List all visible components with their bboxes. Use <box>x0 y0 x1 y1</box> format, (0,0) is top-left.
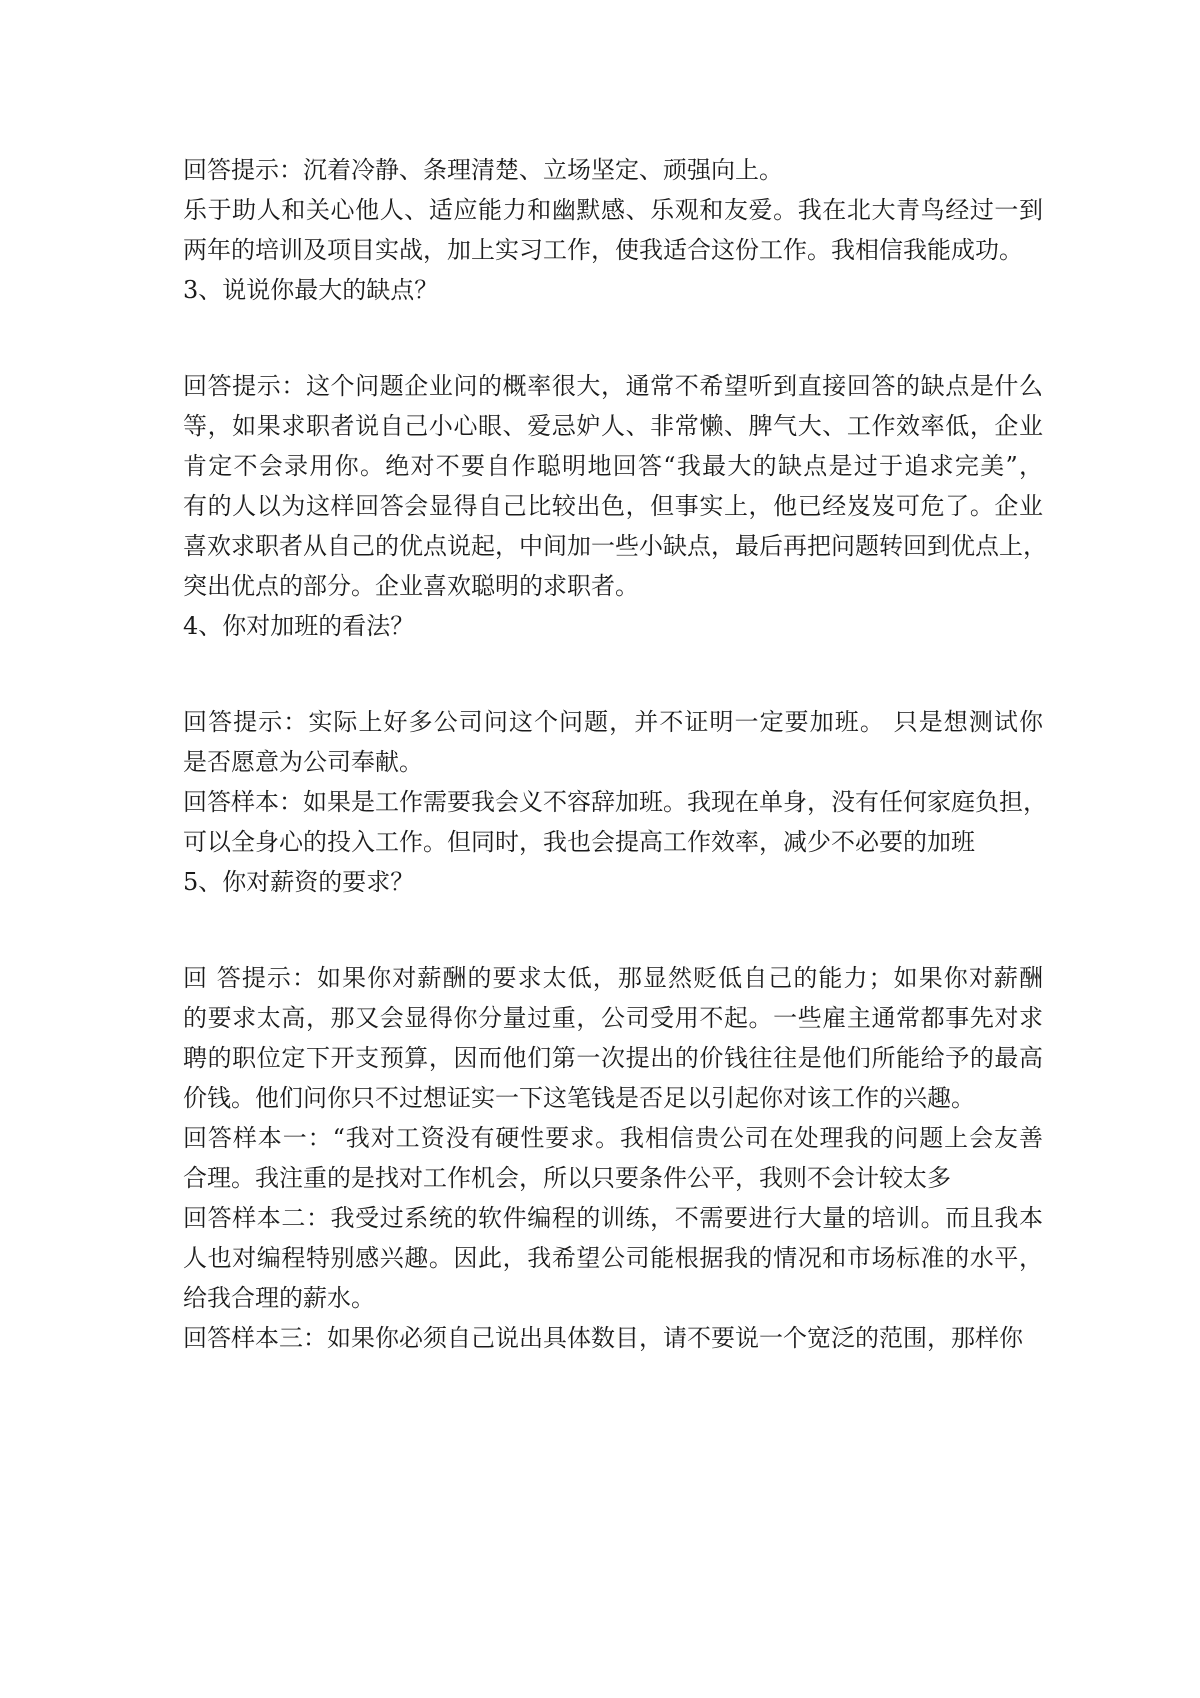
text-line: 有的人以为这样回答会显得自己比较出色，但事实上，他已经岌岌可危了。企业 <box>183 492 1043 520</box>
text-line: 两年的培训及项目实战，加上实习工作，使我适合这份工作。我相信我能成功。 <box>183 236 1023 264</box>
text-line: 回答样本二：我受过系统的软件编程的训练，不需要进行大量的培训。而且我本 <box>183 1204 1043 1232</box>
text-line: 聘的职位定下开支预算，因而他们第一次提出的价钱往往是他们所能给予的最高 <box>183 1044 1043 1072</box>
text-line: 可以全身心的投入工作。但同时，我也会提高工作效率，减少不必要的加班 <box>183 828 975 856</box>
text-line: 等，如果求职者说自己小心眼、爱忌妒人、非常懒、脾气大、工作效率低，企业 <box>183 412 1043 440</box>
text-line: 乐于助人和关心他人、适应能力和幽默感、乐观和友爱。我在北大青鸟经过一到 <box>183 196 1043 224</box>
text-line: 的要求太高，那又会显得你分量过重，公司受用不起。一些雇主通常都事先对求 <box>183 1004 1043 1032</box>
text-line: 回答提示：这个问题企业问的概率很大，通常不希望听到直接回答的缺点是什么 <box>183 372 1043 400</box>
text-line: 3、说说你最大的缺点？ <box>183 276 439 304</box>
text-line: 肯定不会录用你。绝对不要自作聪明地回答“我最大的缺点是过于追求完美”， <box>183 452 1043 480</box>
paragraph-gap <box>183 310 1043 366</box>
question-heading <box>183 862 1043 902</box>
question-heading <box>183 606 1043 646</box>
paragraph <box>183 366 1047 606</box>
question-heading <box>183 270 1043 310</box>
text-line: 给我合理的薪水。 <box>183 1284 375 1312</box>
text-line: 回答提示：沉着冷静、条理清楚、立场坚定、顽强向上。 <box>183 156 783 184</box>
text-line: 5、你对薪资的要求？ <box>183 868 415 896</box>
document-body <box>183 150 1047 1358</box>
text-line: 回答样本一：“我对工资没有硬性要求。我相信贵公司在处理我的问题上会友善 <box>183 1124 1043 1152</box>
paragraph <box>183 1198 1043 1318</box>
text-line: 价钱。他们问你只不过想证实一下这笔钱是否足以引起你对该工作的兴趣。 <box>183 1084 975 1112</box>
paragraph <box>183 150 1043 190</box>
paragraph <box>183 190 1043 270</box>
text-line: 喜欢求职者从自己的优点说起，中间加一些小缺点，最后再把问题转回到优点上， <box>183 532 1047 560</box>
paragraph <box>183 1118 1043 1198</box>
text-line: 合理。我注重的是找对工作机会，所以只要条件公平，我则不会计较太多 <box>183 1164 951 1192</box>
text-line: 人也对编程特别感兴趣。因此，我希望公司能根据我的情况和市场标准的水平， <box>183 1244 1043 1272</box>
paragraph <box>183 958 1043 1118</box>
text-line: 回答提示：实际上好多公司问这个问题，并不证明一定要加班。 只是想测试你 <box>183 708 1043 736</box>
text-line: 回答样本三：如果你必须自己说出具体数目，请不要说一个宽泛的范围，那样你 <box>183 1324 1023 1352</box>
text-line: 突出优点的部分。企业喜欢聪明的求职者。 <box>183 572 639 600</box>
text-line: 是否愿意为公司奉献。 <box>183 748 423 776</box>
paragraph <box>183 782 1047 862</box>
paragraph <box>183 1318 1043 1358</box>
paragraph-gap <box>183 646 1043 702</box>
text-line: 回 答提示：如果你对薪酬的要求太低，那显然贬低自己的能力；如果你对薪酬 <box>183 964 1043 992</box>
paragraph <box>183 702 1043 782</box>
text-line: 4、你对加班的看法？ <box>183 612 415 640</box>
text-line: 回答样本：如果是工作需要我会义不容辞加班。我现在单身，没有任何家庭负担， <box>183 788 1047 816</box>
paragraph-gap <box>183 902 1043 958</box>
